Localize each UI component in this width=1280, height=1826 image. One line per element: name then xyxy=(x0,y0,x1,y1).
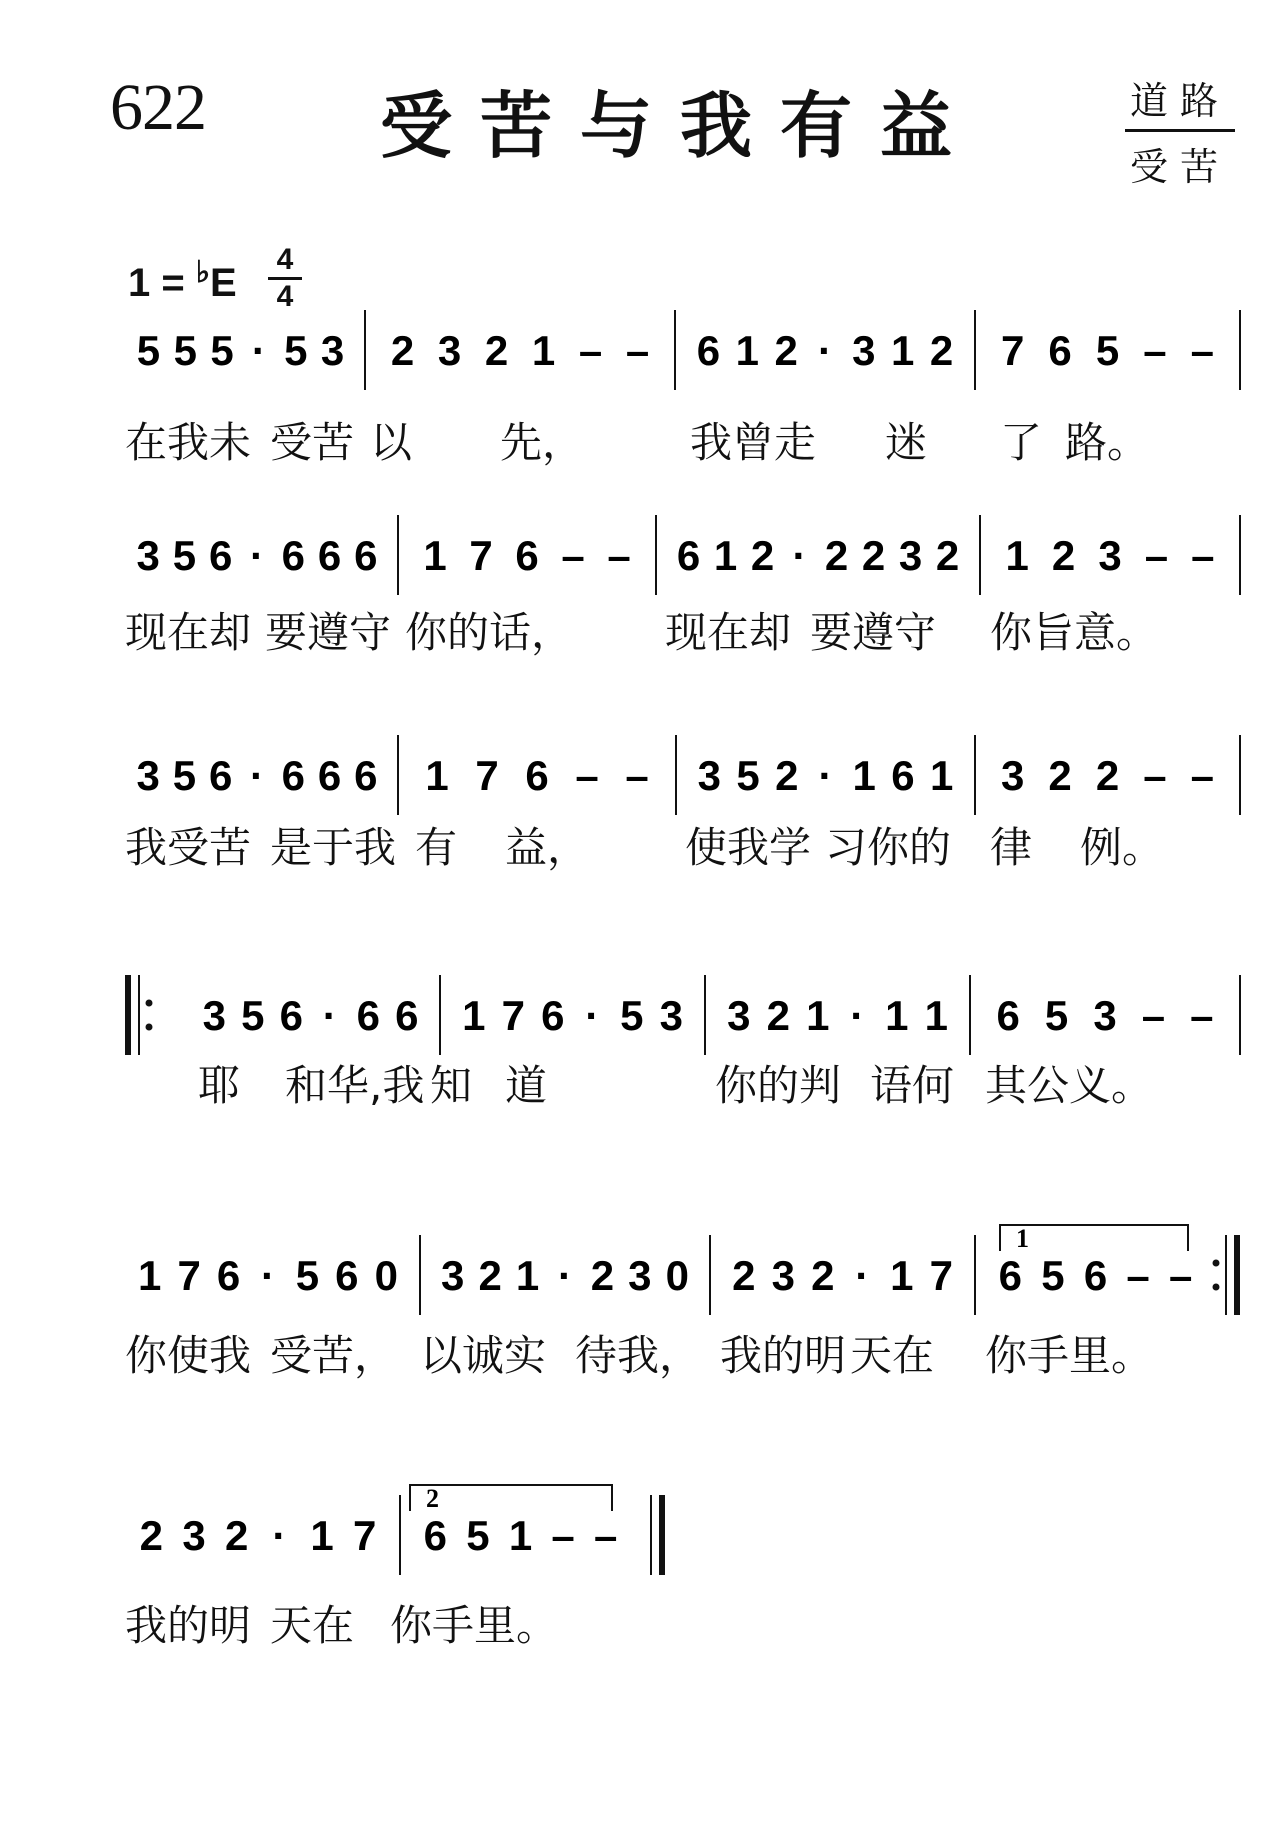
note: 6 xyxy=(281,752,305,799)
augment-dot: · xyxy=(818,327,832,374)
category-top: 道路 xyxy=(1125,70,1235,132)
note: 2 xyxy=(774,327,798,374)
notation-svg xyxy=(0,495,1280,695)
key-flat: ♭ xyxy=(195,256,211,289)
note: 6 xyxy=(335,1252,359,1299)
note: 5 xyxy=(136,327,161,374)
note: 2 xyxy=(766,992,790,1039)
note: 5 xyxy=(736,752,760,799)
repeat-dot xyxy=(1213,1284,1220,1291)
lyric-phrase: 益， xyxy=(505,823,590,872)
note: 7 xyxy=(1001,327,1025,374)
dash: – xyxy=(625,327,650,374)
dash: – xyxy=(1190,327,1214,374)
dash: – xyxy=(1143,752,1167,799)
lyric-phrase: 现在却 xyxy=(125,608,252,657)
note: 2 xyxy=(824,532,849,579)
note: 6 xyxy=(1048,327,1072,374)
note: 5 xyxy=(210,327,234,374)
lyric-phrase: 了 xyxy=(1000,418,1043,467)
dash: – xyxy=(1141,992,1166,1039)
augment-dot: · xyxy=(250,532,264,579)
lyric-phrase: 天在 xyxy=(850,1331,935,1380)
note: 2 xyxy=(750,532,775,579)
lyric-phrase: 语何 xyxy=(870,1061,955,1110)
note: 3 xyxy=(628,1252,652,1299)
note: 6 xyxy=(423,1512,447,1559)
lyric-phrase: 以诚实 xyxy=(420,1331,547,1380)
note: 7 xyxy=(475,752,499,799)
note: 3 xyxy=(697,752,722,799)
lyric-phrase: 先， xyxy=(500,418,585,467)
note: 3 xyxy=(1093,992,1117,1039)
note: 5 xyxy=(173,327,197,374)
lyric-phrase: 例。 xyxy=(1080,823,1165,872)
note: 3 xyxy=(659,992,683,1039)
note: 6 xyxy=(281,532,305,579)
note: 7 xyxy=(469,532,493,579)
augment-dot: · xyxy=(558,1252,572,1299)
meter-bottom: 4 xyxy=(276,280,294,313)
lyric-phrase: 现在却 xyxy=(665,608,792,657)
repeat-dot xyxy=(1213,1260,1220,1267)
song-category xyxy=(1125,70,1235,191)
note: 6 xyxy=(891,752,915,799)
note: 6 xyxy=(209,532,233,579)
note: 7 xyxy=(501,992,525,1039)
dash: – xyxy=(625,752,649,799)
lyric-phrase: 我曾走 xyxy=(690,418,817,467)
note: 6 xyxy=(216,1252,241,1299)
note: 1 xyxy=(508,1512,533,1559)
lyric-phrase: 我受苦 xyxy=(125,823,252,872)
lyric-phrase: 耶 xyxy=(198,1061,241,1110)
note: 3 xyxy=(727,992,751,1039)
augment-dot: · xyxy=(322,992,337,1039)
lyric-phrase: 我的明 xyxy=(720,1331,847,1380)
lyric-phrase: 你旨意。 xyxy=(990,608,1159,657)
note: 3 xyxy=(437,327,462,374)
note: 5 xyxy=(295,1252,320,1299)
note: 1 xyxy=(425,752,449,799)
note: 1 xyxy=(531,327,556,374)
augment-dot: · xyxy=(251,327,266,374)
note: 6 xyxy=(395,992,419,1039)
lyric-phrase: 是于我 xyxy=(270,823,397,872)
note: 5 xyxy=(284,327,308,374)
lyric-phrase: 我的明 xyxy=(125,1601,252,1650)
repeat-dot xyxy=(146,1000,153,1007)
note: 6 xyxy=(998,1252,1022,1299)
note: 2 xyxy=(224,1512,249,1559)
note: 1 xyxy=(924,992,948,1039)
note: 3 xyxy=(136,532,160,579)
lyric-phrase: 你手里。 xyxy=(390,1601,559,1650)
lyric-phrase: 你使我 xyxy=(125,1331,252,1380)
note: 5 xyxy=(1044,992,1069,1039)
lyric-phrase: 使我学 xyxy=(685,823,812,872)
note: 5 xyxy=(1095,327,1120,374)
note: 6 xyxy=(696,327,721,374)
note: 6 xyxy=(676,532,701,579)
note: 2 xyxy=(811,1252,835,1299)
note: 6 xyxy=(356,992,380,1039)
lyric-phrase: 要遵守 xyxy=(810,608,937,657)
lyric-phrase: 律 xyxy=(990,823,1033,872)
note: 3 xyxy=(320,327,345,374)
note: 1 xyxy=(890,1252,914,1299)
note: 2 xyxy=(390,327,415,374)
note: 6 xyxy=(515,532,539,579)
note: 6 xyxy=(996,992,1020,1039)
lyric-phrase: 迷 xyxy=(885,418,928,467)
note: 2 xyxy=(484,327,509,374)
note: 1 xyxy=(713,532,738,579)
lyric-phrase: 以 xyxy=(370,418,413,467)
dash: – xyxy=(1190,752,1214,799)
note: 1 xyxy=(462,992,486,1039)
score-system-6 xyxy=(0,1475,1280,1675)
note: 1 xyxy=(891,327,915,374)
augment-dot: · xyxy=(818,752,833,799)
score-system-2 xyxy=(0,495,1280,695)
note: 2 xyxy=(478,1252,502,1299)
note: 3 xyxy=(182,1512,206,1559)
note: 1 xyxy=(423,532,447,579)
key-equals: = xyxy=(161,261,185,305)
note: 7 xyxy=(177,1252,201,1299)
lyric-phrase: 受苦， xyxy=(270,1331,397,1380)
volta-number: 2 xyxy=(426,1484,439,1513)
augment-dot: · xyxy=(585,992,600,1039)
lyric-phrase: 天在 xyxy=(270,1601,355,1650)
key-note: E xyxy=(210,261,237,305)
dash: – xyxy=(594,1512,618,1559)
dash: – xyxy=(551,1512,575,1559)
note: 7 xyxy=(352,1512,377,1559)
note: 2 xyxy=(929,327,954,374)
dash: – xyxy=(1169,1252,1193,1299)
note: 6 xyxy=(317,532,342,579)
volta-number: 1 xyxy=(1016,1224,1029,1253)
note: 5 xyxy=(172,532,197,579)
note: 1 xyxy=(1005,532,1029,579)
lyric-phrase: 路。 xyxy=(1065,418,1150,467)
note: 2 xyxy=(1051,532,1076,579)
key-tonic: 1 xyxy=(128,261,151,305)
final-barline-thick xyxy=(659,1495,665,1575)
dash: – xyxy=(1126,1252,1150,1299)
note: 6 xyxy=(317,752,342,799)
note: 2 xyxy=(732,1252,756,1299)
note: 3 xyxy=(202,992,226,1039)
note: 3 xyxy=(1098,532,1122,579)
note: 1 xyxy=(806,992,830,1039)
lyric-phrase: 和华,我 xyxy=(285,1061,425,1110)
category-bottom: 受苦 xyxy=(1129,145,1230,189)
note: 0 xyxy=(665,1252,689,1299)
augment-dot: · xyxy=(850,992,865,1039)
dash: – xyxy=(607,532,631,579)
note: 1 xyxy=(310,1512,334,1559)
note: 1 xyxy=(929,752,954,799)
note: 6 xyxy=(354,532,378,579)
note: 1 xyxy=(735,327,759,374)
lyric-phrase: 有 xyxy=(415,823,458,872)
note: 2 xyxy=(139,1512,164,1559)
lyric-phrase: 待我， xyxy=(575,1331,702,1380)
augment-dot: · xyxy=(250,752,264,799)
lyric-phrase: 你的话， xyxy=(405,608,574,657)
note: 2 xyxy=(935,532,960,579)
augment-dot: · xyxy=(855,1252,870,1299)
note: 5 xyxy=(172,752,197,799)
note: 0 xyxy=(374,1252,398,1299)
note: 5 xyxy=(1041,1252,1065,1299)
meter-top: 4 xyxy=(276,243,294,276)
lyric-phrase: 知 xyxy=(430,1061,473,1110)
note: 1 xyxy=(885,992,909,1039)
note: 2 xyxy=(1095,752,1120,799)
note: 5 xyxy=(241,992,265,1039)
notation-svg xyxy=(0,1215,1280,1415)
repeat-start-thick xyxy=(125,975,131,1055)
note: 6 xyxy=(279,992,303,1039)
augment-dot: · xyxy=(792,532,807,579)
repeat-dot xyxy=(146,1024,153,1031)
note: 2 xyxy=(775,752,799,799)
lyric-phrase: 受苦 xyxy=(270,418,355,467)
lyric-phrase: 要遵守 xyxy=(265,608,392,657)
repeat-end-thick xyxy=(1234,1235,1240,1315)
dash: – xyxy=(1190,992,1214,1039)
dash: – xyxy=(578,327,603,374)
note: 2 xyxy=(1048,752,1072,799)
note: 3 xyxy=(136,752,160,799)
lyric-phrase: 其公义。 xyxy=(985,1061,1154,1110)
note: 3 xyxy=(852,327,876,374)
note: 6 xyxy=(525,752,549,799)
dash: – xyxy=(1144,532,1169,579)
note: 2 xyxy=(861,532,886,579)
note: 6 xyxy=(354,752,378,799)
note: 7 xyxy=(929,1252,953,1299)
song-title: 受苦与我有益 xyxy=(380,84,981,168)
note: 1 xyxy=(852,752,876,799)
augment-dot: · xyxy=(272,1512,287,1559)
score-system-1 xyxy=(0,290,1280,490)
note: 2 xyxy=(590,1252,615,1299)
note: 6 xyxy=(209,752,233,799)
note: 1 xyxy=(138,1252,162,1299)
lyric-phrase: 习你的 xyxy=(825,823,952,872)
lyric-phrase: 在我未 xyxy=(125,418,252,467)
lyric-phrase: 你手里。 xyxy=(985,1331,1154,1380)
score-system-4 xyxy=(0,955,1280,1155)
note: 3 xyxy=(1001,752,1025,799)
note: 6 xyxy=(541,992,565,1039)
note: 3 xyxy=(771,1252,795,1299)
song-number: 622 xyxy=(110,71,206,144)
volta-bracket xyxy=(410,1485,612,1511)
lyric-phrase: 你的判 xyxy=(715,1061,842,1110)
dash: – xyxy=(1143,327,1167,374)
dash: – xyxy=(575,752,599,799)
note: 3 xyxy=(898,532,923,579)
score-system-3 xyxy=(0,715,1280,915)
dash: – xyxy=(561,532,585,579)
note: 1 xyxy=(515,1252,540,1299)
note: 5 xyxy=(620,992,644,1039)
dash: – xyxy=(1191,532,1215,579)
note: 3 xyxy=(441,1252,465,1299)
lyric-phrase: 道 xyxy=(505,1061,548,1110)
augment-dot: · xyxy=(261,1252,275,1299)
note: 5 xyxy=(466,1512,490,1559)
note: 6 xyxy=(1083,1252,1108,1299)
score-system-5 xyxy=(0,1215,1280,1415)
